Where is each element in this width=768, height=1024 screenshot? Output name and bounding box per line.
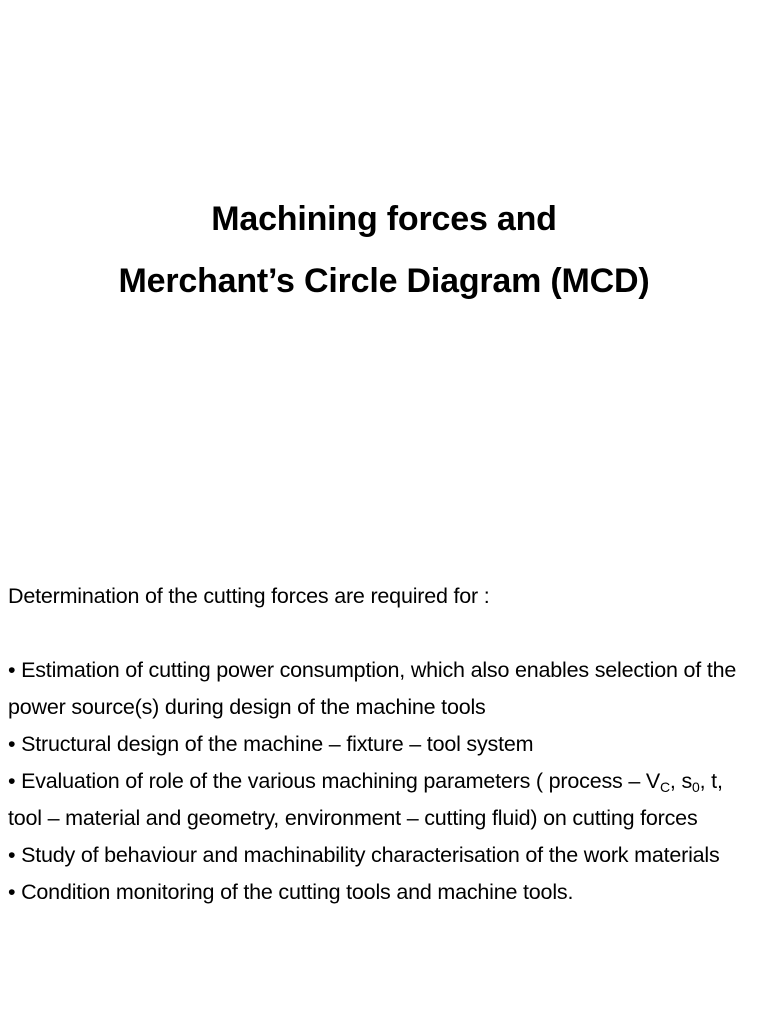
bullet-item-2: • Structural design of the machine – fixture – tool system — [8, 732, 534, 756]
title-line-2: Merchant’s Circle Diagram (MCD) — [118, 262, 650, 300]
bullet-3-mid: , s — [669, 769, 693, 793]
bullet-item-3 — [8, 763, 758, 837]
body-text — [8, 578, 758, 911]
intro-text: Determination of the cutting forces are required for : — [8, 584, 490, 608]
bullet-3-tail: , t, tool – material and geometry, environment – cutting fluid) on cutting forces — [8, 769, 723, 830]
subscript-c: C — [660, 779, 670, 795]
bullet-item-5: • Condition monitoring of the cutting tools and machine tools. — [8, 880, 574, 904]
bullet-item-1: • Estimation of cutting power consumption, which also enables selection of the power source(s) during design of the machine tools — [8, 658, 737, 719]
bullet-3-lead: • Evaluation of role of the various machining parameters ( process – V — [8, 769, 660, 793]
subscript-0: 0 — [692, 779, 700, 795]
slide-title — [0, 188, 768, 312]
title-line-1: Machining forces and — [211, 200, 557, 238]
bullet-item-4: • Study of behaviour and machinability characterisation of the work materials — [8, 843, 720, 867]
